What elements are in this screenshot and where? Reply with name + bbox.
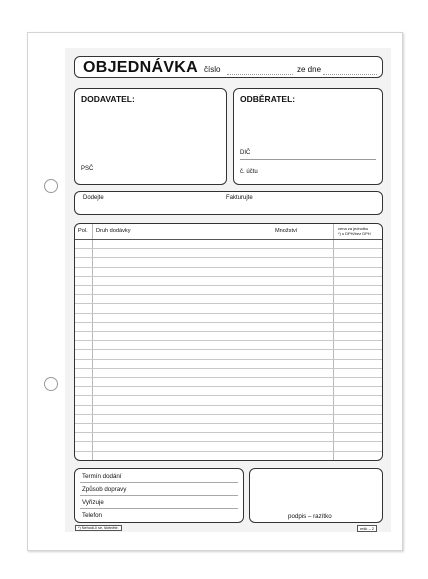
termin-field[interactable] — [80, 482, 238, 483]
order-form — [65, 48, 391, 532]
col-divider — [92, 224, 93, 460]
date-field[interactable] — [323, 74, 377, 75]
termin-label: Termín dodání — [82, 473, 122, 480]
col-header-pol: Pol. — [78, 228, 88, 234]
table-row-line — [75, 349, 382, 350]
delivery-info-box — [74, 468, 244, 523]
table-row-line — [75, 248, 382, 249]
table-header-divider — [75, 239, 382, 240]
table-row-line — [75, 460, 382, 461]
invoice-label: Fakturujte — [226, 195, 253, 201]
col-divider — [333, 224, 334, 460]
table-row-line — [75, 285, 382, 286]
table-row-line — [75, 368, 382, 369]
table-row-line — [75, 340, 382, 341]
table-row-line — [75, 423, 382, 424]
col-header-druh: Druh dodávky — [96, 228, 131, 234]
punch-hole-bottom — [44, 377, 58, 391]
supplier-box[interactable] — [74, 88, 227, 185]
form-title: OBJEDNÁVKA — [83, 59, 199, 76]
table-row-line — [75, 377, 382, 378]
col-header-cena-line2: *) s DPH/bez DPH — [338, 231, 371, 236]
customer-box[interactable] — [233, 88, 383, 185]
table-row-line — [75, 276, 382, 277]
dic-label: DIČ — [240, 150, 251, 156]
table-row-line — [75, 432, 382, 433]
account-label: č. účtu — [240, 169, 258, 175]
telefon-label: Telefon — [82, 512, 102, 519]
table-row-line — [75, 451, 382, 452]
vyrizuje-field[interactable] — [80, 508, 238, 509]
table-row-line — [75, 303, 382, 304]
table-row-line — [75, 322, 382, 323]
table-row-line — [75, 257, 382, 258]
zpusob-label: Způsob dopravy — [82, 486, 127, 493]
punch-hole-top — [44, 179, 58, 193]
table-row-line — [75, 441, 382, 442]
deliver-label: Dodejte — [83, 195, 104, 201]
col-header-cena-line1: cena za jednotku — [338, 226, 369, 231]
delivery-box[interactable] — [74, 191, 383, 215]
footnote: *) Nehodí-li se, škrtněte. — [75, 525, 122, 531]
table-row-line — [75, 414, 382, 415]
table-row-line — [75, 267, 382, 268]
table-row-line — [75, 386, 382, 387]
items-table[interactable] — [74, 223, 383, 461]
table-row-line — [75, 331, 382, 332]
number-field[interactable] — [227, 74, 293, 75]
signature-box[interactable] — [249, 468, 383, 523]
supplier-title: DODAVATEL: — [81, 94, 135, 104]
psc-label: PSČ — [81, 166, 94, 172]
form-code: mšk – 2 — [357, 525, 377, 532]
number-label: číslo — [204, 65, 221, 74]
zpusob-field[interactable] — [80, 495, 238, 496]
table-row-line — [75, 294, 382, 295]
table-row-line — [75, 395, 382, 396]
col-header-cena — [338, 226, 382, 236]
dic-line — [240, 159, 376, 160]
form-header — [74, 56, 383, 78]
table-row-line — [75, 405, 382, 406]
table-row-line — [75, 313, 382, 314]
col-header-mnozstvi: Množství — [275, 228, 298, 234]
table-row-line — [75, 359, 382, 360]
vyrizuje-label: Vyřizuje — [82, 499, 104, 506]
signature-label: podpis – razítko — [288, 513, 332, 520]
date-label: ze dne — [297, 65, 322, 74]
customer-title: ODBĚRATEL: — [240, 94, 296, 104]
